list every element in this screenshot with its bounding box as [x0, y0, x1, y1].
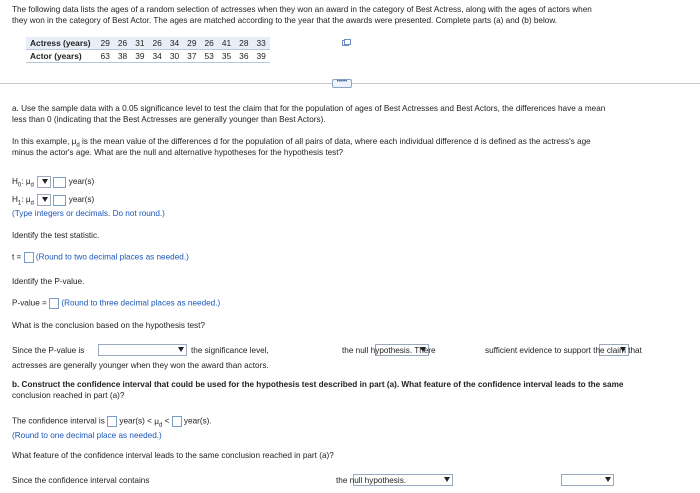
- table-cell: 36: [235, 50, 252, 63]
- table-cell: 63: [97, 50, 114, 63]
- table-cell: 34: [149, 50, 166, 63]
- table-cell: 53: [201, 50, 218, 63]
- table-row-actress: [26, 37, 270, 50]
- ci-lower-input[interactable]: [107, 416, 117, 427]
- since-p-text: Since the P-value is: [12, 346, 85, 355]
- h0-row: [12, 176, 94, 189]
- table-row-actor: [26, 50, 270, 63]
- table-cell: 29: [97, 37, 114, 50]
- intro-line-2: they won in the category of Best Actor. The ages are matched according to the year that the awards were presented. Complete parts (a) and (b) below.: [12, 16, 558, 25]
- copy-table-icon[interactable]: [342, 39, 351, 47]
- table-cell: 26: [149, 37, 166, 50]
- table-cell: 39: [252, 50, 269, 63]
- ci-lt: <: [164, 416, 170, 426]
- chevron-down-icon: [605, 477, 611, 482]
- ci-row: [12, 416, 212, 428]
- chevron-down-icon: [42, 179, 48, 184]
- expand-more-button[interactable]: •••••: [332, 79, 352, 88]
- example-line-2: minus the actor's age. What are the null and alternative hypotheses for the hypothesis test?: [12, 148, 344, 157]
- table-cell: 26: [201, 37, 218, 50]
- significance-level-text: the significance level,: [191, 346, 269, 355]
- h1-label: $H_1$: $\mu_d$: [12, 195, 34, 207]
- h1-value-input[interactable]: [53, 195, 66, 206]
- intro-line-1: The following data lists the ages of a random selection of actresses when they won an award in the category of Best Actress, along with the ages of actors when: [12, 5, 592, 14]
- part-a-prompt-line-1: a. Use the sample data with a 0.05 significance level to test the claim that for the population of ages of Best Actresses and Best Actors, the differences have a mean: [12, 104, 606, 113]
- table-cell: 37: [183, 50, 200, 63]
- table-cell: 26: [114, 37, 131, 50]
- example-sub: d: [76, 142, 80, 149]
- table-cell: 41: [218, 37, 235, 50]
- chevron-down-icon: [444, 477, 450, 482]
- table-cell: 39: [131, 50, 148, 63]
- h1-operator-select[interactable]: [37, 194, 51, 206]
- part-b-prompt-line-2: conclusion reached in part (a)?: [12, 391, 125, 400]
- conclusion-question: What is the conclusion based on the hypothesis test?: [12, 321, 205, 330]
- chevron-down-icon: [178, 347, 184, 352]
- h0-operator-select[interactable]: [37, 176, 51, 188]
- data-table: [26, 37, 270, 63]
- chevron-down-icon: [42, 197, 48, 202]
- ci-note: (Round to one decimal place as needed.): [12, 431, 162, 440]
- h0-value-input[interactable]: [53, 177, 66, 188]
- h0-units: year(s): [68, 177, 95, 187]
- h1-units: year(s): [68, 195, 95, 205]
- p-label: P-value =: [12, 298, 47, 308]
- identify-test-statistic: Identify the test statistic.: [12, 231, 100, 240]
- p-value-input[interactable]: [49, 298, 59, 309]
- t-row: [12, 252, 189, 263]
- t-input[interactable]: [24, 252, 34, 263]
- table-cell: 33: [252, 37, 269, 50]
- table-cell: 30: [166, 50, 183, 63]
- part-b-prompt-line-1: b. Construct the confidence interval that could be used for the hypothesis test described in part (a). What feature of the confidence interval leads to the same: [12, 380, 624, 389]
- table-cell: 38: [114, 50, 131, 63]
- table-cell: 28: [235, 37, 252, 50]
- part-a-prompt-line-2: less than 0 (indicating that the Best Actresses are generally younger than Best Actors).: [12, 115, 326, 124]
- row-label: Actress (years): [26, 37, 97, 50]
- ci-mu: $\mu_d$: [154, 416, 163, 429]
- row-label: Actor (years): [26, 50, 97, 63]
- p-row: [12, 298, 220, 309]
- sufficient-text: sufficient evidence to support the claim that: [485, 346, 642, 355]
- ci-mid: year(s) <: [119, 416, 152, 426]
- hypothesis-note: (Type integers or decimals. Do not round.): [12, 209, 165, 218]
- null-there-text: the null hypothesis. There: [342, 346, 436, 355]
- ci-end: year(s).: [183, 416, 212, 426]
- table-cell: 31: [131, 37, 148, 50]
- actresses-line: actresses are generally younger when they won the award than actors.: [12, 361, 269, 370]
- example-line-1: [12, 137, 591, 149]
- since-ci-text: Since the confidence interval contains: [12, 476, 150, 485]
- identify-p-value: Identify the P-value.: [12, 277, 85, 286]
- t-label: t =: [12, 252, 22, 262]
- table-cell: 34: [166, 37, 183, 50]
- table-cell: 35: [218, 50, 235, 63]
- ci-label: The confidence interval is: [12, 416, 105, 426]
- example-text-b: is the mean value of the differences d for the population of all pairs of data, where each individual difference d is defined as the actress's age: [79, 137, 591, 146]
- h1-row: [12, 194, 94, 207]
- p-comparison-select[interactable]: [98, 344, 187, 356]
- ci-upper-input[interactable]: [172, 416, 182, 427]
- table-cell: 29: [183, 37, 200, 50]
- p-note: (Round to three decimal places as needed.): [61, 298, 221, 308]
- ci-decision-select[interactable]: [561, 474, 614, 486]
- null-end-text: the null hypothesis.: [336, 476, 407, 485]
- feature-question: What feature of the confidence interval leads to the same conclusion reached in part (a)?: [12, 451, 334, 460]
- h0-label: $H_0$: $\mu_d$: [12, 177, 34, 189]
- t-note: (Round to two decimal places as needed.): [35, 252, 189, 262]
- example-text-a: In this example, μ: [12, 137, 77, 146]
